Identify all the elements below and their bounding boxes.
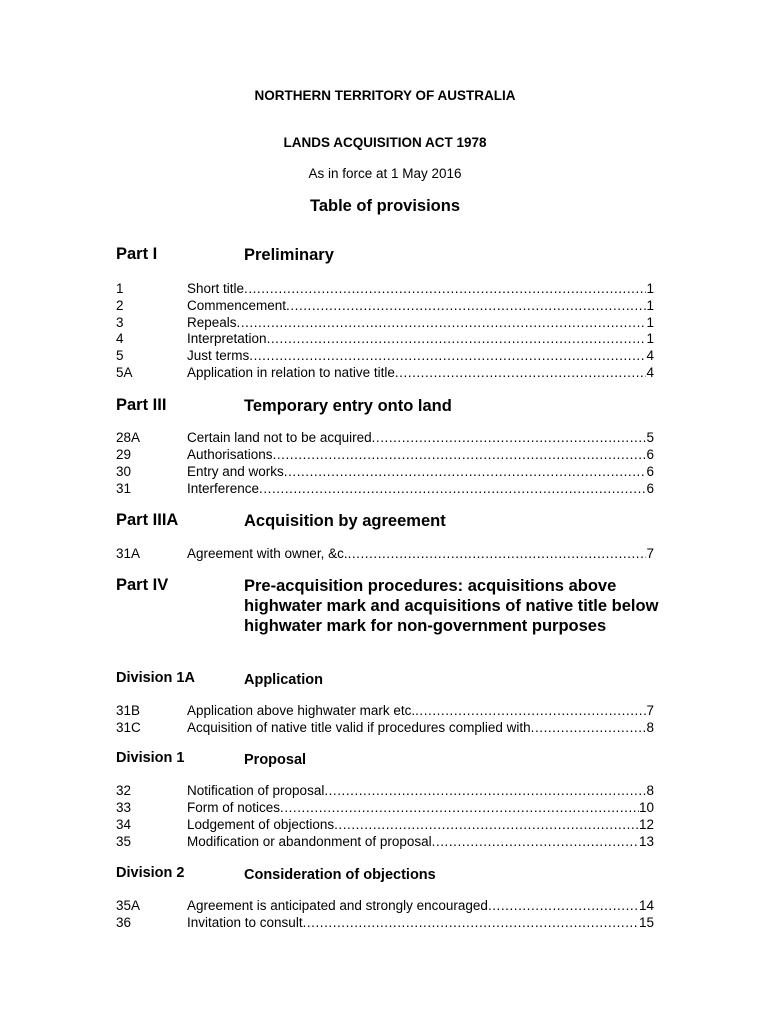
part-title: Acquisition by agreement (244, 512, 446, 530)
dot-leader (259, 480, 646, 497)
entry-page: 4 (646, 348, 654, 363)
entry-title: Agreement with owner, &c. (187, 546, 348, 561)
entry-title: Repeals (187, 315, 237, 330)
division-title: Proposal (244, 752, 307, 768)
part-label: Part III (116, 396, 167, 414)
dot-leader (244, 280, 646, 297)
entry-number: 29 (116, 447, 132, 462)
entry-number: 34 (116, 817, 132, 832)
entry-number: 31 (116, 481, 132, 496)
division-label: Division 1 (116, 750, 185, 766)
dot-leader (395, 364, 647, 381)
entry-title: Entry and works (187, 464, 284, 479)
toc-entry[interactable] (116, 429, 654, 446)
entry-page: 6 (646, 481, 654, 496)
entry-page: 1 (646, 315, 654, 330)
dot-leader (324, 782, 646, 799)
division-label: Division 2 (116, 865, 185, 881)
toc-entry[interactable] (116, 330, 654, 347)
entry-title: Application above highwater mark etc. (187, 703, 416, 718)
toc-entry[interactable] (116, 446, 654, 463)
entry-number: 31B (116, 703, 141, 718)
toc-entry[interactable] (116, 897, 654, 914)
dot-leader (280, 799, 639, 816)
entry-number: 33 (116, 800, 132, 815)
entry-page: 6 (646, 447, 654, 462)
entry-number: 5 (116, 348, 124, 363)
toc-entry[interactable] (116, 347, 654, 364)
toc-entry[interactable] (116, 799, 654, 816)
entry-title: Notification of proposal (187, 783, 325, 798)
entry-number: 1 (116, 281, 124, 296)
jurisdiction-heading: NORTHERN TERRITORY OF AUSTRALIA (254, 88, 516, 103)
entry-page: 7 (646, 546, 654, 561)
entry-page: 8 (646, 720, 654, 735)
dot-leader (415, 702, 646, 719)
entry-page: 13 (638, 834, 654, 849)
toc-entry[interactable] (116, 782, 654, 799)
toc-entry[interactable] (116, 297, 654, 314)
entry-number: 36 (116, 915, 132, 930)
entry-number: 2 (116, 298, 124, 313)
toc-entry[interactable] (116, 364, 654, 381)
entry-title: Acquisition of native title valid if procedures complied with (187, 720, 531, 735)
entry-title: Authorisations (187, 447, 273, 462)
dot-leader (249, 347, 646, 364)
dot-leader (432, 833, 639, 850)
entry-title: Interference (187, 481, 260, 496)
entry-title: Application in relation to native title (187, 365, 395, 380)
toc-entry[interactable] (116, 280, 654, 297)
entry-title: Invitation to consult (187, 915, 303, 930)
dot-leader (372, 429, 647, 446)
dot-leader (273, 446, 647, 463)
part-label: Part IV (116, 576, 169, 594)
entry-number: 30 (116, 464, 132, 479)
part-label: Part I (116, 245, 158, 263)
entry-number: 35A (116, 898, 141, 913)
entry-page: 10 (638, 800, 654, 815)
dot-leader (531, 719, 647, 736)
entry-title: Lodgement of objections (187, 817, 335, 832)
division-label: Division 1A (116, 670, 195, 686)
division-title: Consideration of objections (244, 867, 436, 883)
entry-page: 1 (646, 298, 654, 313)
entry-title: Modification or abandonment of proposal (187, 834, 432, 849)
entry-page: 6 (646, 464, 654, 479)
toc-entry[interactable] (116, 833, 654, 850)
entry-number: 3 (116, 315, 124, 330)
entry-page: 8 (646, 783, 654, 798)
entry-page: 12 (638, 817, 654, 832)
entry-title: Agreement is anticipated and strongly encouraged (187, 898, 488, 913)
entry-title: Just terms (187, 348, 250, 363)
entry-page: 14 (638, 898, 654, 913)
entry-number: 32 (116, 783, 132, 798)
entry-number: 4 (116, 331, 124, 346)
dot-leader (488, 897, 639, 914)
dot-leader (334, 816, 639, 833)
dot-leader (286, 297, 646, 314)
entry-page: 15 (638, 915, 654, 930)
entry-number: 31A (116, 546, 141, 561)
toc-entry[interactable] (116, 816, 654, 833)
entry-title: Short title (187, 281, 245, 296)
part-label: Part IIIA (116, 511, 179, 529)
entry-number: 35 (116, 834, 132, 849)
division-title: Application (244, 672, 323, 688)
entry-number: 28A (116, 430, 141, 445)
entry-title: Commencement (187, 298, 287, 313)
dot-leader (348, 545, 647, 562)
part-title: Preliminary (244, 246, 334, 264)
entry-number: 31C (116, 720, 141, 735)
entry-page: 1 (646, 281, 654, 296)
toc-entry[interactable] (116, 314, 654, 331)
toc-entry[interactable] (116, 914, 654, 931)
toc-entry[interactable] (116, 702, 654, 719)
part-title: Pre-acquisition procedures: acquisitions above highwater mark and acquisitions of native title below highwater mark for non-government purposes (244, 577, 659, 635)
dot-leader (303, 914, 639, 931)
dot-leader (267, 330, 647, 347)
entry-title: Interpretation (187, 331, 267, 346)
entry-page: 5 (646, 430, 654, 445)
entry-number: 5A (116, 365, 133, 380)
act-title: LANDS ACQUISITION ACT 1978 (283, 135, 487, 150)
entry-title: Certain land not to be acquired (187, 430, 372, 445)
in-force-date: As in force at 1 May 2016 (308, 166, 462, 181)
toc-entry[interactable] (116, 719, 654, 736)
entry-title: Form of notices (187, 800, 281, 815)
toc-entry[interactable] (116, 480, 654, 497)
part-title: Temporary entry onto land (244, 397, 452, 415)
toc-entry[interactable] (116, 545, 654, 562)
entry-page: 4 (646, 365, 654, 380)
entry-page: 7 (646, 703, 654, 718)
toc-title: Table of provisions (309, 197, 461, 215)
dot-leader (237, 314, 647, 331)
toc-entry[interactable] (116, 463, 654, 480)
entry-page: 1 (646, 331, 654, 346)
dot-leader (284, 463, 647, 480)
